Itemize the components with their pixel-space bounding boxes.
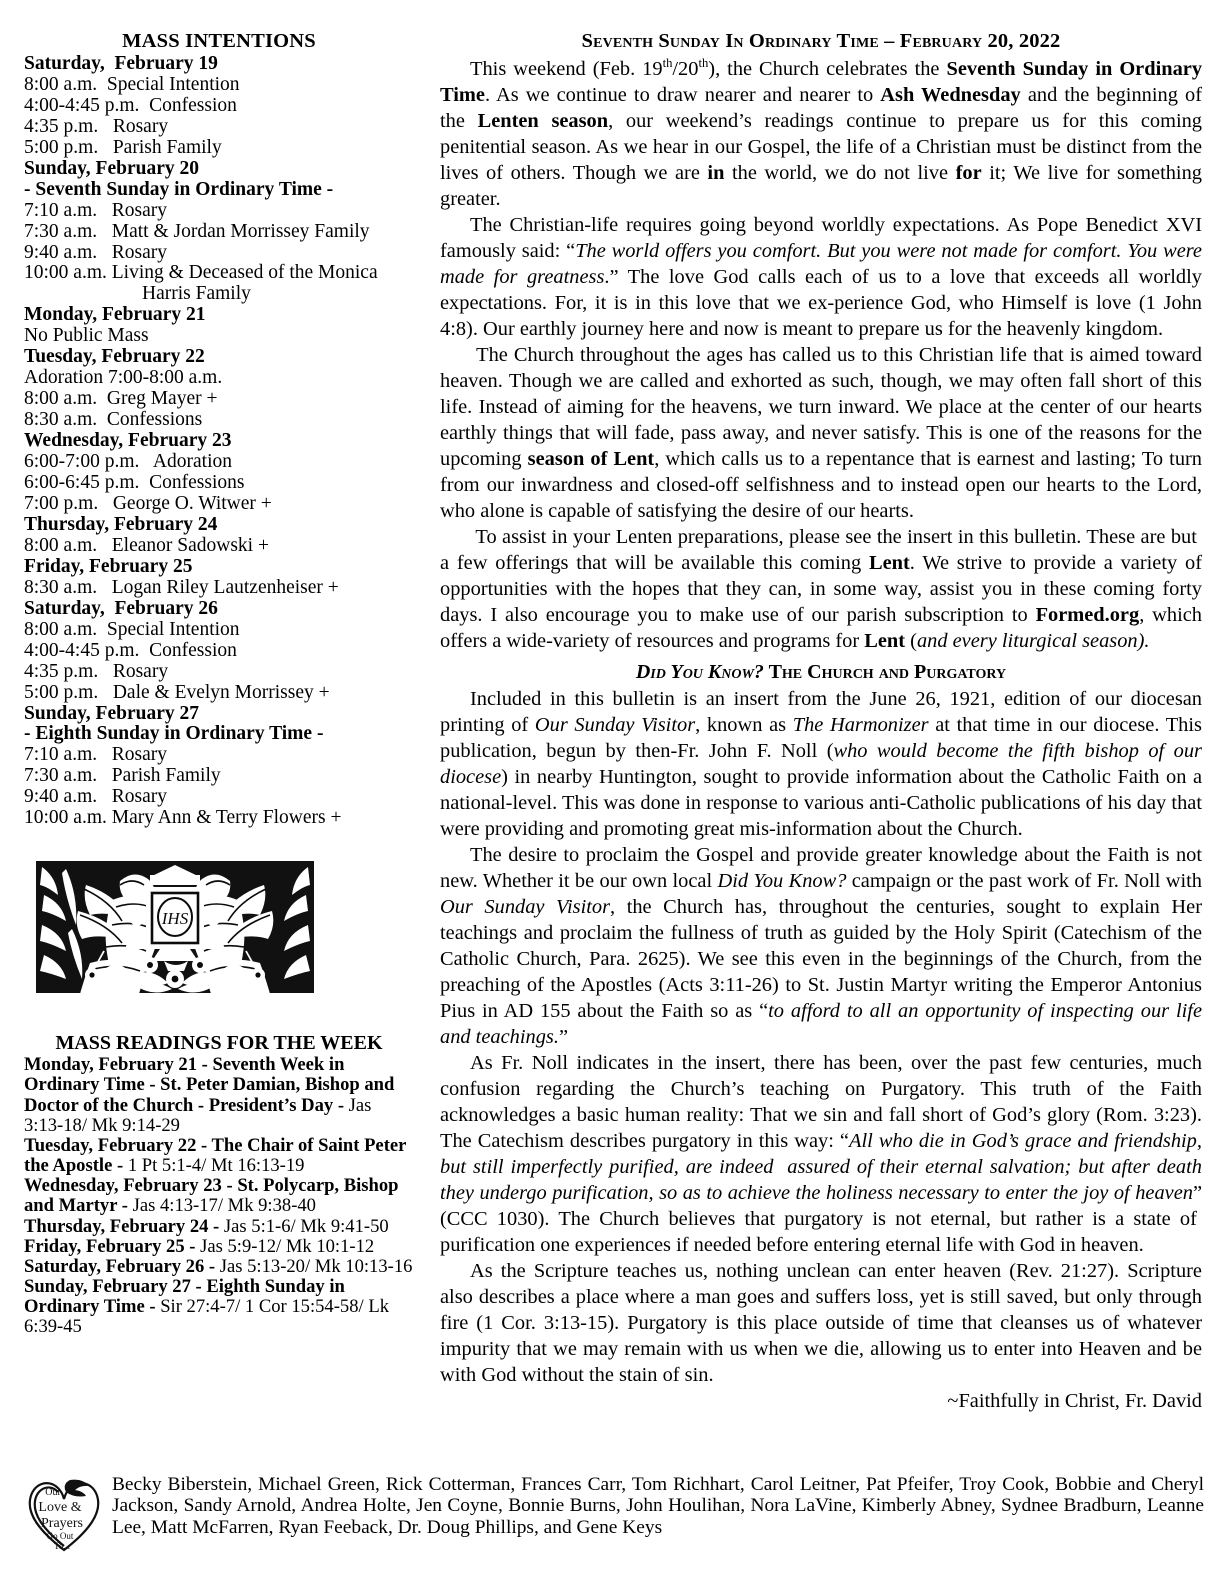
mass-intention-row: 8:00 a.m. Special Intention: [24, 618, 240, 640]
mass-reading-item: [24, 1136, 414, 1176]
mass-intention-row: 8:00 a.m. Eleanor Sadowski +: [24, 534, 269, 556]
purgatory-paragraph-1: Included in this bulletin is an insert from the June 26, 1921, edition of our diocesan printing of Our Sunday Visitor, known as The Harmonizer at that time in our diocese. This publication, begun by then-Fr. John F. Noll (who would become the fifth bishop of our diocese) in nearby Huntington, sought to provide information about the Catholic Faith on a national-level. This was done in response to various anti-Catholic publications of his day that were providing and promoting great mis-information about the Church.: [440, 687, 1202, 840]
mass-intention-row: Tuesday, February 22: [24, 346, 205, 368]
article-title: Seventh Sunday In Ordinary Time – February 20, 2022: [581, 30, 1061, 52]
did-you-know-label: Did You Know?: [635, 660, 764, 683]
svg-text:Our: Our: [45, 1487, 61, 1498]
mass-intention-row: 7:10 a.m. Rosary: [24, 199, 167, 221]
mass-reading-refs: Jas 5:1-6/ Mk 9:41-50: [223, 1215, 389, 1237]
mass-intention-row: Saturday, February 26: [24, 597, 218, 619]
mass-intention-row: Harris Family: [142, 283, 251, 305]
mass-readings-list: [24, 1055, 414, 1337]
article-paragraph-4: To assist in your Lenten preparations, please see the insert in this bulletin. These are but a few offerings that will be available this coming Lent. We strive to provide a variety of opportunities with the hopes that they can, in some way, assist you in these coming forty days. I also encourage you to make use of our parish subscription to Formed.org, which offers a wide-variety of resources and programs for Lent (and every liturgical season).: [440, 525, 1202, 652]
purgatory-paragraph-2: The desire to proclaim the Gospel and provide greater knowledge about the Faith is not new. Whether it be our own local Did You Know? campaign or the past work of Fr. Noll with Our Sunday Visitor, the Church has, throughout the centuries, sought to explain Her teachings and proclaim the fullness of truth as guided by the Holy Spirit (Catechism of the Catholic Church, Para. 2625). We see this even in the beginnings of the Church, from the preaching of the Apostles (Acts 3:11-26) to St. Justin Martyr writing the Emperor Antonius Pius in AD 155 about the Faith so as “to afford to all an opportunity of inspecting our life and teachings.”: [440, 844, 1202, 1049]
mass-intention-row: Sunday, February 27: [24, 702, 199, 724]
mass-intention-row: 7:30 a.m. Matt & Jordan Morrissey Family: [24, 220, 370, 242]
article-signature: ~Faithfully in Christ, Fr. David: [947, 1390, 1202, 1413]
prayer-list-footer: [24, 1468, 1204, 1556]
did-you-know-subheading: [440, 661, 1202, 684]
mass-reading-refs: Jas 5:13-20/ Mk 10:13-16: [219, 1255, 413, 1277]
mass-reading-refs: Jas 5:9-12/ Mk 10:1-12: [200, 1235, 375, 1257]
mass-intention-row: 9:40 a.m. Rosary: [24, 241, 167, 263]
svg-text:Prayers: Prayers: [41, 1516, 83, 1531]
mass-reading-item: [24, 1176, 414, 1216]
mass-intention-row: - Eighth Sunday in Ordinary Time -: [24, 723, 324, 745]
mass-intention-row: Wednesday, February 23: [24, 430, 232, 452]
mass-reading-refs: Jas 3:13-18/ Mk 9:14-29: [24, 1094, 372, 1136]
mass-intention-row: 4:00-4:45 p.m. Confession: [24, 94, 237, 116]
mass-intention-row: Saturday, February 19: [24, 52, 218, 74]
mass-intention-row: Thursday, February 24: [24, 513, 218, 535]
purgatory-paragraph-4: As the Scripture teaches us, nothing unclean can enter heaven (Rev. 21:27). Scripture also describes a place where a man goes and suffers loss, yet is still saved, but only through fire (1 Cor. 3:13-15). Purgatory is this place outside of time that cleanses us of whatever impurity that we may remain with us when we die, allowing us to enter into Heaven and be with God without the stain of sin.: [440, 1260, 1202, 1387]
mass-intention-row: 4:35 p.m. Rosary: [24, 115, 169, 137]
mass-reading-day: Monday, February 21 - Seventh Week in Ordinary Time - St. Peter Damian, Bishop and Doctor of the Church - President’s Day -: [24, 1054, 395, 1116]
mass-intention-row: 8:30 a.m. Confessions: [24, 409, 203, 431]
mass-reading-day: Wednesday, February 23 - St. Polycarp, Bishop and Martyr -: [24, 1175, 399, 1217]
mass-intention-row: 10:00 a.m. Living & Deceased of the Monica: [24, 262, 378, 284]
mass-reading-day: Friday, February 25 -: [24, 1235, 201, 1257]
woodcut-illustration: [32, 855, 318, 1010]
mass-reading-item: [24, 1217, 414, 1237]
mass-intention-row: 4:00-4:45 p.m. Confession: [24, 639, 237, 661]
mass-intentions-heading: MASS INTENTIONS: [122, 30, 316, 52]
article-paragraph-2: The Christian-life requires going beyond worldly expectations. As Pope Benedict XVI famously said: “The world offers you comfort. But you were not made for comfort. You were made for greatness.” The love God calls each of us to a love that exceeds all worldly expectations. For, it is in this love that we ex‑perience God, who Himself is love (1 John 4:8). Our earthly journey here and now is meant to prepare us for the heavenly kingdom.: [440, 213, 1202, 340]
love-and-prayers-heart-dove-icon: [24, 1470, 104, 1556]
mass-reading-refs: Sir 27:4-7/ 1 Cor 15:54-58/ Lk 6:39-45: [24, 1296, 389, 1338]
purgatory-paragraph-3: As Fr. Noll indicates in the insert, there has been, over the past few centuries, much confusion regarding the Church’s teaching on Purgatory. This truth of the Faith acknowledges a basic human reality: That we sin and fall short of God’s glory (Rom. 3:23). The Catechism describes purgatory in this way: “All who die in God’s grace and friendship, but still imperfectly purified, are indeed assured of their eternal salvation; but after death they undergo purification, so as to achieve the holiness necessary to enter the joy of heaven” (CCC 1030). The Church believes that purgatory is not eternal, but rather is a state of purification one experiences if needed before entering eternal life with God in heaven.: [440, 1052, 1202, 1257]
mass-intention-row: 9:40 a.m. Rosary: [24, 786, 167, 808]
mass-reading-refs: 1 Pt 5:1-4/ Mt 16:13-19: [127, 1155, 305, 1177]
mass-intention-row: 6:00-7:00 p.m. Adoration: [24, 451, 232, 473]
mass-intention-row: 5:00 p.m. Parish Family: [24, 136, 222, 158]
article-paragraph-1: This weekend (Feb. 19th/20th), the Church celebrates the Seventh Sunday in Ordinary Time. As we continue to draw nearer and nearer to Ash Wednesday and the beginning of the Lenten season, our weekend’s readings continue to prepare us for this coming penitential season. As we hear in our Gospel, the life of a Christian must be distinct from the lives of others. Though we are in the world, we do not live for it; We live for something greater.: [440, 55, 1203, 210]
did-you-know-topic: The Church and Purgatory: [763, 660, 1007, 683]
mass-intention-row: 7:30 a.m. Parish Family: [24, 765, 221, 787]
svg-text:Love &: Love &: [38, 1500, 82, 1515]
svg-text:IHS: IHS: [161, 909, 189, 929]
mass-reading-item: [24, 1257, 414, 1277]
mass-intention-row: 7:10 a.m. Rosary: [24, 744, 167, 766]
mass-intention-row: 10:00 a.m. Mary Ann & Terry Flowers +: [24, 807, 342, 829]
mass-intention-row: 8:00 a.m. Greg Mayer +: [24, 388, 218, 410]
mass-reading-day: Thursday, February 24 -: [24, 1215, 224, 1237]
mass-reading-item: [24, 1055, 414, 1136]
mass-intention-row: Adoration 7:00-8:00 a.m.: [24, 367, 223, 389]
svg-text:Go Out: Go Out: [46, 1531, 74, 1541]
right-column: [440, 30, 1202, 1414]
mass-reading-day: Sunday, February 27 - Eighth Sunday in Ordinary Time -: [24, 1276, 345, 1318]
left-column: [24, 30, 414, 1338]
article-paragraph-3: The Church throughout the ages has called us to this Christian life that is aimed toward heaven. Though we are called and exhorted as such, though, we may often fall short of this life. Instead of aiming for the heavens, we turn inward. We place at the center of our hearts earthly things that will fade, pass away, and never satisfy. This is one of the reasons for the upcoming season of Lent, which calls us to a repentance that is earnest and lasting; To turn from our inwardness and closed-off selfishness and to instead open our hearts to the Lord, who alone is capable of satisfying the desire of our hearts.: [440, 343, 1203, 522]
mass-intention-row: Sunday, February 20: [24, 157, 199, 179]
mass-intention-row: 5:00 p.m. Dale & Evelyn Morrissey +: [24, 681, 330, 703]
mass-reading-day: Saturday, February 26 -: [24, 1255, 220, 1277]
mass-readings-heading: MASS READINGS FOR THE WEEK: [55, 1032, 383, 1055]
mass-intention-row: No Public Mass: [24, 325, 149, 347]
svg-text:To...: To...: [53, 1541, 71, 1551]
mass-intention-row: Friday, February 25: [24, 555, 193, 577]
mass-reading-item: [24, 1237, 414, 1257]
mass-intention-row: 4:35 p.m. Rosary: [24, 660, 169, 682]
mass-reading-refs: Jas 4:13-17/ Mk 9:38-40: [132, 1195, 316, 1217]
mass-intention-row: - Seventh Sunday in Ordinary Time -: [24, 178, 334, 200]
angels-monstrance-woodcut-icon: [32, 855, 318, 1010]
mass-reading-item: [24, 1277, 414, 1338]
mass-reading-day: Tuesday, February 22 - The Chair of Saint Peter the Apostle -: [24, 1134, 407, 1177]
mass-intention-row: 8:00 a.m. Special Intention: [24, 73, 240, 95]
prayer-list-names: Becky Biberstein, Michael Green, Rick Cotterman, Frances Carr, Tom Richhart, Carol Leitner, Pat Pfeifer, Troy Cook, Bobbie and Cheryl Jackson, Sandy Arnold, Andrea Holte, Jen Coyne, Bonnie Burns, John Houlihan, Nora LaVine, Kimberly Abney, Sydnee Bradburn, Leanne Lee, Matt McFarren, Ryan Feeback, Dr. Doug Phillips, and Gene Keys: [112, 1474, 1204, 1538]
mass-intention-row: 8:30 a.m. Logan Riley Lautzenheiser +: [24, 576, 339, 598]
mass-intentions-list: [24, 54, 414, 829]
mass-intention-row: 6:00-6:45 p.m. Confessions: [24, 472, 245, 494]
mass-intention-row: 7:00 p.m. George O. Witwer +: [24, 492, 272, 514]
mass-intention-row: Monday, February 21: [24, 304, 206, 326]
